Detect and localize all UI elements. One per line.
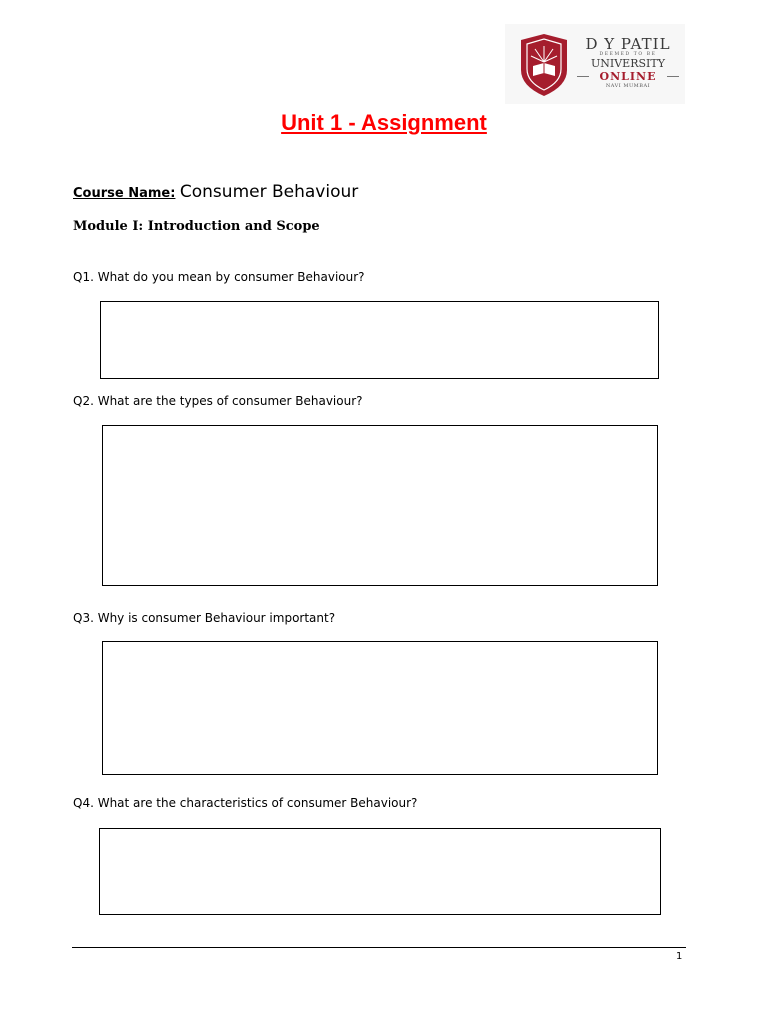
answer-box-2[interactable] — [102, 425, 658, 586]
footer-divider — [72, 947, 686, 948]
question-1: Q1. What do you mean by consumer Behaviour? — [73, 270, 365, 284]
question-3: Q3. Why is consumer Behaviour important? — [73, 611, 336, 625]
course-name-value: Consumer Behaviour — [179, 182, 359, 202]
logo-university: UNIVERSITY — [591, 57, 665, 70]
answer-box-4[interactable] — [99, 828, 661, 915]
logo-online: ONLINE — [577, 70, 679, 83]
document-title: Unit 1 - Assignment — [281, 110, 487, 135]
module-heading: Module I: Introduction and Scope — [73, 219, 320, 234]
question-4: Q4. What are the characteristics of consumer Behaviour? — [73, 796, 418, 810]
course-name-label: Course Name: — [73, 186, 176, 201]
logo-location: NAVI MUMBAI — [605, 83, 651, 89]
question-2: Q2. What are the types of consumer Behaviour? — [73, 394, 363, 408]
logo-name: D Y PATIL — [585, 35, 671, 53]
logo-tagline: DEEMED TO BE — [599, 52, 657, 57]
shield-emblem-icon — [513, 32, 575, 98]
answer-box-3[interactable] — [102, 641, 658, 775]
page-number: 1 — [676, 951, 683, 962]
university-logo — [505, 24, 685, 104]
answer-box-1[interactable] — [100, 301, 659, 379]
course-name-row — [73, 182, 358, 202]
